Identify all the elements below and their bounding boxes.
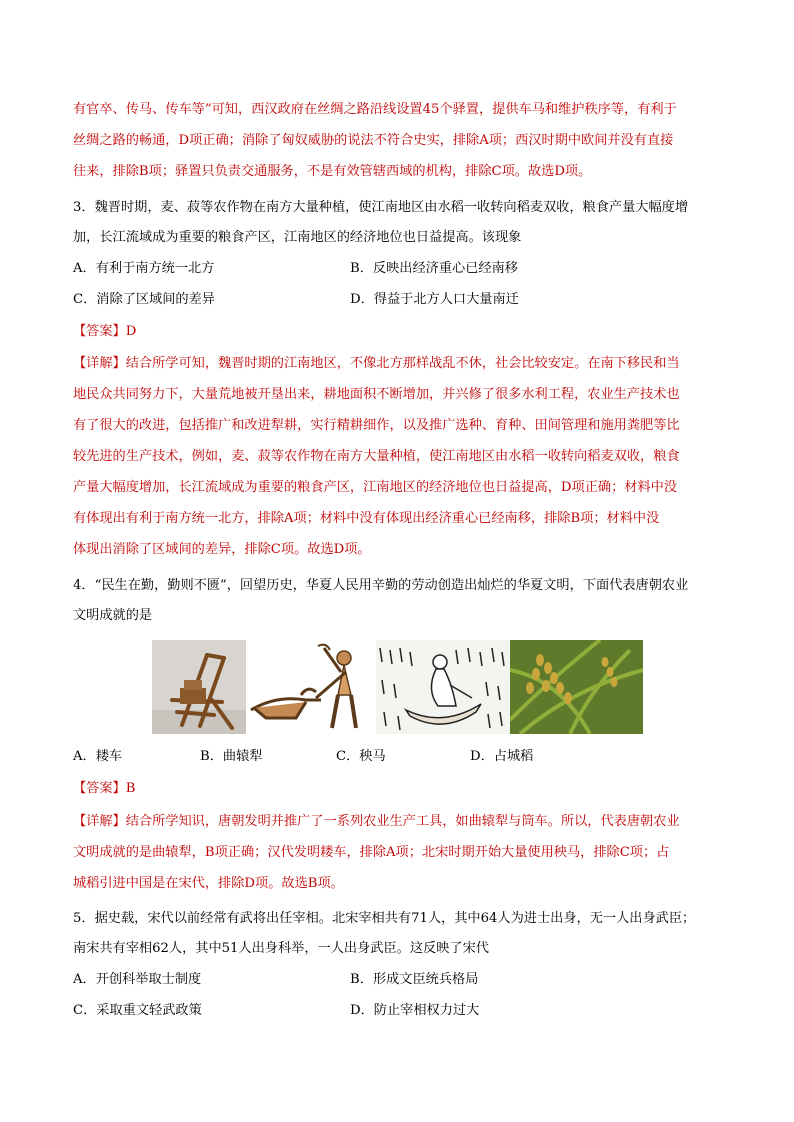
q3-option-b[interactable]: B．反映出经济重心已经南移 [350,261,518,276]
q5-stem-line-1: 5．据史载，宋代以前经常有武将出任宰相。北宋宰相共有71人，其中64人为进士出身，无一人出身武臣； [73,911,696,926]
q4-option-b[interactable]: B．曲辕犁 [200,749,263,764]
q5-option-d[interactable]: D．防止宰相权力过大 [350,1003,480,1018]
q2-explanation-line-2: 丝绸之路的畅通，D项正确；消除了匈奴威胁的说法不符合史实，排除A项；西汉时期中欧间并没有直接 [73,133,674,148]
q2-explanation-line-3: 往来，排除B项；驿置只负责交通服务，不是有效管辖西域的机构，排除C项。故选D项。 [73,164,592,179]
q3-explanation-line-7: 体现出消除了区域间的差异，排除C项。故选D项。 [73,542,371,557]
q3-stem-line-1: 3．魏晋时期，麦、菽等农作物在南方大量种植，使江南地区由水稻一收转向稻麦双收，粮食产量大幅度增 [73,200,689,215]
q4-stem-line-2: 文明成就的是 [73,608,153,623]
q3-explanation-line-4: 较先进的生产技术，例如，麦、菽等农作物在南方大量种植，使江南地区由水稻一收转向稻麦双收，粮食 [73,449,680,464]
q3-explanation-line-6: 有体现出有利于南方统一北方，排除A项；材料中没有体现出经济重心已经南移，排除B项；材料中没 [73,511,660,526]
q5-stem-line-2: 南宋共有宰相62人，其中51人出身科举，一人出身武臣。这反映了宋代 [73,941,489,956]
q4-explanation-line-2: 文明成就的是曲辕犁，B项正确；汉代发明耧车，排除A项；北宋时期开始大量使用秧马，排除C项；占 [73,845,670,860]
q3-answer: 【答案】D [73,324,137,339]
drill-cart-image [152,640,246,734]
champa-rice-image [510,640,643,734]
q4-answer: 【答案】B [73,781,136,796]
q3-explanation-line-1: 【详解】结合所学可知，魏晋时期的江南地区，不像北方那样战乱不休，社会比较安定。在南下移民和当 [73,356,680,371]
q3-explanation-line-3: 有了很大的改进，包括推广和改进犁耕，实行精耕细作，以及推广选种、育种、田间管理和施用粪肥等比 [73,418,680,433]
q2-explanation-line-1: 有官卒、传马、传车等”可知，西汉政府在丝绸之路沿线设置45个驿置，提供车马和维护秩序等，有利于 [73,102,677,117]
q3-option-c[interactable]: C．消除了区域间的差异 [73,292,215,307]
rice-transplanter-horse-image [376,640,510,734]
q4-stem-line-1: 4．“民生在勤，勤则不匮”，回望历史，华夏人民用辛勤的劳动创造出灿烂的华夏文明，下面代表唐朝农业 [73,578,689,593]
q4-option-a[interactable]: A．耧车 [73,749,123,764]
q3-explanation-line-2: 地民众共同努力下，大量荒地被开垦出来，耕地面积不断增加，并兴修了很多水利工程，农业生产技术也 [73,387,680,402]
q4-option-d[interactable]: D．占城稻 [470,749,534,764]
q3-explanation-line-5: 产量大幅度增加，长江流域成为重要的粮食产区，江南地区的经济地位也日益提高，D项正确；材料中没 [73,480,678,495]
q4-option-c[interactable]: C．秧马 [336,749,386,764]
q3-option-d[interactable]: D．得益于北方人口大量南迁 [350,292,519,307]
q4-explanation-line-1: 【详解】结合所学知识，唐朝发明并推广了一系列农业生产工具，如曲辕犁与筒车。所以，代表唐朝农业 [73,814,680,829]
q5-option-a[interactable]: A．开创科举取士制度 [73,972,202,987]
q3-stem-line-2: 加，长江流域成为重要的粮食产区，江南地区的经济地位也日益提高。该现象 [73,230,522,245]
q3-option-a[interactable]: A．有利于南方统一北方 [73,261,215,276]
q4-explanation-line-3: 城稻引进中国是在宋代，排除D项。故选B项。 [73,876,344,891]
curved-plow-image [246,640,376,734]
q5-option-b[interactable]: B．形成文臣统兵格局 [350,972,479,987]
q5-option-c[interactable]: C．采取重文轻武政策 [73,1003,202,1018]
